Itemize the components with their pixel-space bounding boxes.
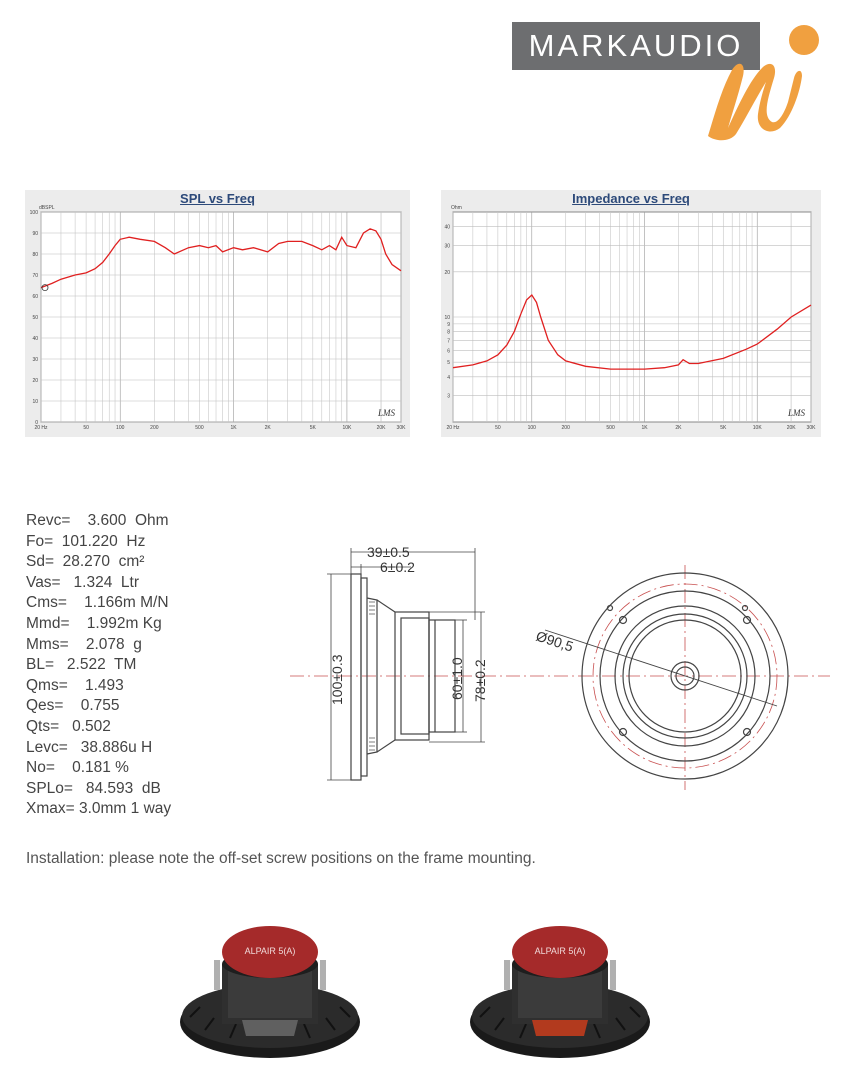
spec-xmax: Xmax= 3.0mm 1 way [26, 800, 172, 818]
spl-x-tick-label: 20 Hz [34, 425, 48, 431]
spl-y-tick-label: 40 [32, 336, 38, 342]
impedance-y-tick-label: 7 [447, 338, 450, 345]
impedance-y-tick-label: 40 [444, 224, 450, 231]
impedance-x-tick-label: 500 [606, 425, 615, 431]
spl-x-tick-label: 100 [116, 425, 125, 431]
product-cap-label-right: ALPAIR 5(A) [534, 946, 586, 956]
spl-x-tick-label: 10K [342, 425, 352, 431]
impedance-y-tick-label: 9 [447, 321, 450, 328]
spl-y-tick-label: 0 [35, 420, 38, 426]
spl-y-tick-label: 30 [32, 357, 38, 363]
impedance-x-tick-label: 20 Hz [446, 425, 460, 431]
logo-m-glyph [510, 18, 830, 143]
spec-splo: SPLo= 84.593 dB [26, 779, 161, 797]
spec-levc: Levc= 38.886u H [26, 738, 153, 756]
spl-y-tick-label: 90 [32, 231, 38, 237]
spec-vas: Vas= 1.324 Ltr [26, 573, 140, 591]
impedance-x-tick-label: 100 [527, 425, 536, 431]
spl-y-tick-label: 10 [32, 399, 38, 405]
spl-y-tick-label: 60 [32, 294, 38, 300]
impedance-x-tick-label: 50 [495, 425, 501, 431]
impedance-y-tick-label: 3 [447, 393, 450, 400]
dim-depth-label: 39±0.5 [367, 544, 410, 560]
dim-flange-label: 6±0.2 [380, 559, 415, 575]
spec-revc: Revc= 3.600 Ohm [26, 512, 169, 529]
impedance-x-tick-label: 10K [752, 425, 762, 431]
spec-cms: Cms= 1.166m M/N [26, 594, 169, 612]
impedance-x-tick-label: 2K [675, 425, 682, 431]
impedance-y-tick-label: 4 [447, 374, 450, 381]
impedance-y-axis-label: Ohm [451, 205, 462, 211]
spl-x-tick-label: 500 [195, 425, 204, 431]
impedance-chart-title: Impedance vs Freq [572, 191, 690, 206]
spl-x-tick-label: 1K [230, 425, 237, 431]
spl-chart-plot [25, 190, 410, 437]
spl-y-axis-label: dBSPL [39, 205, 55, 211]
impedance-chart [441, 190, 821, 437]
spl-y-tick-label: 100 [29, 210, 38, 216]
spl-y-tick-label: 20 [32, 378, 38, 384]
spl-x-tick-label: 5K [309, 425, 316, 431]
product-photo-left [170, 912, 370, 1072]
spec-no: No= 0.181 % [26, 759, 129, 777]
impedance-x-tick-label: 20K [786, 425, 796, 431]
spl-x-tick-label: 50 [83, 425, 89, 431]
driver-technical-drawing [285, 490, 835, 840]
impedance-watermark: LMS [787, 408, 805, 418]
front-view [545, 565, 788, 790]
spl-x-tick-label: 200 [150, 425, 159, 431]
spec-sd: Sd= 28.270 cm² [26, 553, 145, 571]
spl-watermark: LMS [377, 408, 395, 418]
spec-fo: Fo= 101.220 Hz [26, 532, 146, 550]
spl-x-tick-label: 30K [396, 425, 406, 431]
product-cap-label-left: ALPAIR 5(A) [244, 946, 296, 956]
spl-x-tick-label: 2K [264, 425, 271, 431]
impedance-y-tick-label: 5 [447, 360, 450, 367]
impedance-x-tick-label: 200 [561, 425, 570, 431]
spec-mmd: Mmd= 1.992m Kg [26, 614, 162, 632]
impedance-x-tick-label: 1K [641, 425, 648, 431]
markaudio-logo [510, 18, 830, 143]
spl-chart [25, 190, 410, 437]
installation-note: Installation: please note the off-set screw positions on the frame mounting. [26, 850, 536, 867]
spl-y-tick-label: 50 [32, 315, 38, 321]
impedance-x-tick-label: 5K [720, 425, 727, 431]
spec-qms: Qms= 1.493 [26, 676, 124, 694]
impedance-y-tick-label: 6 [447, 348, 450, 355]
spec-mms: Mms= 2.078 g [26, 635, 142, 653]
spl-y-tick-label: 80 [32, 252, 38, 258]
impedance-y-tick-label: 8 [447, 329, 450, 336]
spec-list [26, 511, 171, 820]
impedance-y-tick-label: 10 [444, 315, 450, 321]
side-view [290, 548, 830, 780]
impedance-chart-plot [441, 190, 821, 437]
impedance-y-tick-label: 20 [444, 269, 450, 276]
impedance-y-tick-label: 30 [444, 243, 450, 250]
dim-frame-label: 78±0.2 [472, 659, 488, 702]
spl-y-tick-label: 70 [32, 273, 38, 279]
spec-bl: BL= 2.522 TM [26, 656, 137, 674]
spl-chart-title: SPL vs Freq [180, 191, 255, 206]
spec-qes: Qes= 0.755 [26, 697, 120, 715]
dim-diameter-label: Ø90,5 [534, 627, 576, 655]
logo-wordmark: MARKAUDIO [528, 28, 744, 63]
spec-qts: Qts= 0.502 [26, 717, 111, 735]
product-photo-right [460, 912, 660, 1072]
spl-x-tick-label: 20K [376, 425, 386, 431]
dim-magnet-label: 60±1.0 [449, 657, 465, 700]
impedance-x-tick-label: 30K [806, 425, 816, 431]
dim-outer-label: 100±0.3 [329, 654, 345, 705]
